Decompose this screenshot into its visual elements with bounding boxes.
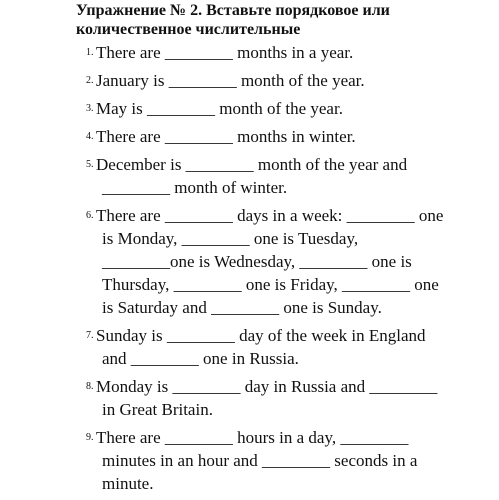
exercise-sentence-line: December is ________ month of the year and xyxy=(96,155,408,174)
exercise-sentence-line: Monday is ________ day in Russia and ________ xyxy=(96,377,438,396)
exercise-item xyxy=(0,375,499,421)
exercise-sentence-continuation: minutes in an hour and ________ seconds in a xyxy=(102,451,418,470)
exercise-item xyxy=(0,69,499,92)
exercise-item xyxy=(0,324,499,370)
exercise-item xyxy=(0,41,499,64)
exercise-number: 5. xyxy=(86,159,94,170)
exercise-sentence-continuation: is Monday, ________ one is Tuesday, xyxy=(102,229,359,248)
exercise-sentence-line: There are ________ months in a year. xyxy=(96,43,354,62)
exercise-sentence-line: There are ________ days in a week: ________ one xyxy=(96,206,444,225)
exercise-sentence-line: Sunday is ________ day of the week in England xyxy=(96,326,426,345)
exercise-sentence-continuation: ________ month of winter. xyxy=(102,178,288,197)
exercise-item xyxy=(0,204,499,319)
exercise-sentence-line: May is ________ month of the year. xyxy=(96,99,343,118)
exercise-sentence-continuation: minute. xyxy=(102,474,154,493)
exercise-sentence-line: There are ________ hours in a day, ________ xyxy=(96,428,409,447)
exercise-sentence-continuation: and ________ one in Russia. xyxy=(102,349,299,368)
exercise-title-line-2: количественное числительные xyxy=(76,21,301,38)
exercise-title-line-1: Упражнение № 2. Вставьте порядковое или xyxy=(76,2,390,19)
exercise-number: 8. xyxy=(86,381,94,392)
exercise-number: 6. xyxy=(86,210,94,221)
exercise-item xyxy=(0,97,499,120)
exercise-sentence-line: January is ________ month of the year. xyxy=(96,71,365,90)
exercise-number: 2. xyxy=(86,75,94,86)
exercise-item xyxy=(0,426,499,495)
exercise-number: 3. xyxy=(86,103,94,114)
exercise-sentence-continuation: is Saturday and ________ one is Sunday. xyxy=(102,298,382,317)
exercise-sentence-continuation: ________one is Wednesday, ________ one is xyxy=(102,252,412,271)
exercise-number: 4. xyxy=(86,131,94,142)
exercise-sentence-line: There are ________ months in winter. xyxy=(96,127,356,146)
exercise-item xyxy=(0,153,499,199)
exercise-number: 1. xyxy=(86,47,94,58)
exercise-item xyxy=(0,125,499,148)
exercise-sentence-continuation: in Great Britain. xyxy=(102,400,213,419)
exercise-sentence-continuation: Thursday, ________ one is Friday, ________ one xyxy=(102,275,439,294)
exercise-list xyxy=(0,41,499,500)
exercise-number: 9. xyxy=(86,432,94,443)
exercise-title xyxy=(76,1,486,39)
exercise-number: 7. xyxy=(86,330,94,341)
